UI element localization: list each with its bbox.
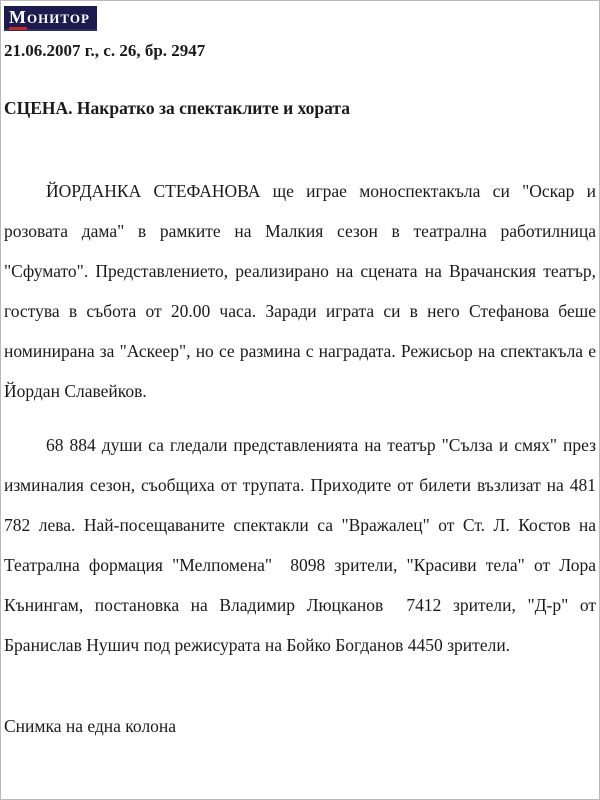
article-headline: СЦЕНА. Накратко за спектаклите и хората: [4, 98, 350, 118]
article-paragraph-2: 68 884 души са гледали представленията на театър "Сълза и смях" през изминалия сезон, съобщиха от трупата. Приходите от билети възлизат на 481 782 лева. Най-посещаваните спектакли са "Вражалец" от Ст. Л. Костов на Театрална формация "Мелпомена" 8098 зрители, "Красиви тела" от Лора Кънингам, постановка на Владимир Люцканов 7412 зрители, "Д-р" от Бранислав Нушич под режисурата на Бойко Богданов 4450 зрители.: [4, 435, 596, 655]
article-paragraph-1: ЙОРДАНКА СТЕФАНОВА ще играе моноспектакъла си "Оскар и розовата дама" в рамките на Малкия сезон в театрална работилница "Сфумато". Представлението, реализирано на сцената на Врачанския театър, гостува в събота от 20.00 часа. Заради играта си в него Стефанова беше номинирана за "Аскеер", но се размина с наградата. Режисьор на спектакъла е Йордан Славейков.: [4, 181, 596, 401]
monitor-logo: [4, 6, 97, 31]
logo-rest-letters: онитор: [27, 7, 90, 27]
photo-caption: Снимка на една колона: [4, 716, 177, 736]
logo-initial-letter: М: [9, 7, 27, 30]
issue-meta-line: 21.06.2007 г., с. 26, бр. 2947: [4, 41, 206, 60]
